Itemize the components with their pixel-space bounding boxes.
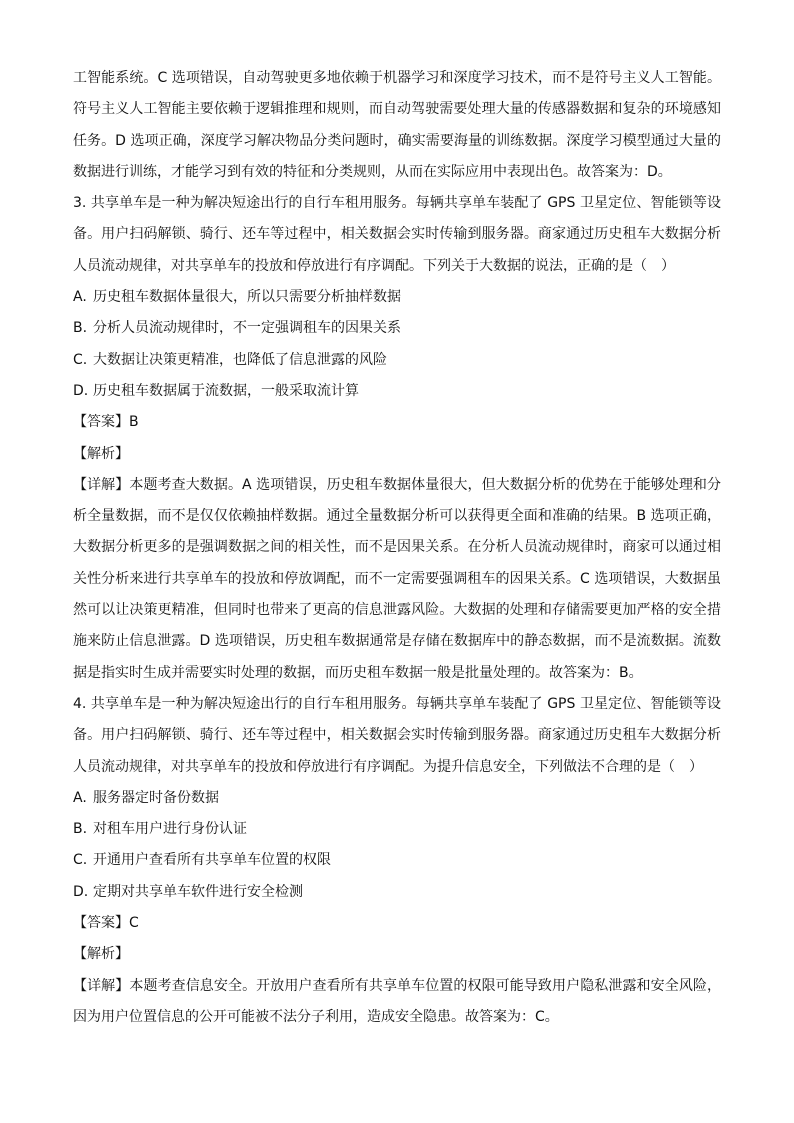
option-key: D.: [73, 883, 89, 900]
option-key: B.: [73, 821, 88, 838]
option-key: D.: [73, 382, 89, 399]
option-text: 开通用户查看所有共享单车位置的权限: [93, 852, 331, 869]
question-3-option-a: [73, 282, 721, 313]
intro-paragraph: 工智能系统。C 选项错误，自动驾驶更多地依赖于机器学习和深度学习技术，而不是符号主义人工智能。符号主义人工智能主要依赖于逻辑推理和规则，而自动驾驶需要处理大量的传感器数据和复杂的环境感知任务。D 选项正确，深度学习解决物品分类问题时，确实需要海量的训练数据。深度学习模型通过大量的数据进行训练，才能学习到有效的特征和分类规则，从而在实际应用中表现出色。故答案为：D。: [73, 70, 721, 180]
question-4-detail: 【详解】本题考查信息安全。开放用户查看所有共享单车位置的权限可能导致用户隐私泄露和安全风险，因为用户位置信息的公开可能被不法分子利用，造成安全隐患。故答案为：C。: [73, 977, 721, 1025]
document-page: [73, 63, 721, 1033]
question-4-answer: 【答案】C: [73, 915, 139, 932]
question-3-option-d: [73, 376, 721, 407]
question-3-stem: 3. 共享单车是一种为解决短途出行的自行车租用服务。每辆共享单车装配了 GPS 卫星定位、智能锁等设备。用户扫码解锁、骑行、还车等过程中，相关数据会实时传输到服务器。商家通过历史租车大数据分析人员流动规律，对共享单车的投放和停放进行有序调配。下列关于大数据的说法，正确的是（ ）: [73, 195, 721, 274]
option-text: 对租车用户进行身份认证: [93, 821, 247, 838]
question-3-detail: 【详解】本题考查大数据。A 选项错误，历史租车数据体量很大，但大数据分析的优势在于能够处理和分析全量数据，而不是仅仅依赖抽样数据。通过全量数据分析可以获得更全面和准确的结果。B 选项正确，大数据分析更多的是强调数据之间的相关性，而不是因果关系。在分析人员流动规律时，商家可以通过相关性分析来进行共享单车的投放和停放调配，而不一定需要强调租车的因果关系。C 选项错误，大数据虽然可以让决策更精准，但同时也带来了更高的信息泄露风险。大数据的处理和存储需要更加严格的安全措施来防止信息泄露。D 选项错误，历史租车数据通常是存储在数据库中的静态数据，而不是流数据。流数据是指实时生成并需要实时处理的数据，而历史租车数据一般是批量处理的。故答案为：B。: [73, 476, 721, 681]
option-key: C.: [73, 852, 88, 869]
option-key: C.: [73, 351, 88, 368]
option-text: 大数据让决策更精准，也降低了信息泄露的风险: [93, 351, 387, 368]
question-3-option-b: [73, 313, 721, 344]
question-4-option-d: [73, 877, 721, 908]
option-text: 分析人员流动规律时，不一定强调租车的因果关系: [93, 320, 401, 337]
option-text: 定期对共享单车软件进行安全检测: [93, 883, 303, 900]
question-4-stem: 4. 共享单车是一种为解决短途出行的自行车租用服务。每辆共享单车装配了 GPS 卫星定位、智能锁等设备。用户扫码解锁、骑行、还车等过程中，相关数据会实时传输到服务器。商家通过历史租车大数据分析人员流动规律，对共享单车的投放和停放进行有序调配。为提升信息安全，下列做法不合理的是（ ）: [73, 695, 721, 775]
option-key: A.: [73, 289, 87, 306]
question-4-option-b: [73, 814, 721, 845]
question-3-analysis-label: 【解析】: [73, 445, 129, 462]
question-4-option-a: [73, 783, 721, 814]
question-3-answer: 【答案】B: [73, 414, 139, 431]
option-text: 历史租车数据体量很大，所以只需要分析抽样数据: [93, 289, 401, 306]
option-text: 服务器定时备份数据: [93, 789, 219, 806]
question-4-option-c: [73, 845, 721, 876]
option-key: A.: [73, 789, 87, 806]
option-text: 历史租车数据属于流数据，一般采取流计算: [93, 382, 359, 399]
question-3-option-c: [73, 345, 721, 376]
question-4-analysis-label: 【解析】: [73, 946, 129, 963]
option-key: B.: [73, 320, 88, 337]
